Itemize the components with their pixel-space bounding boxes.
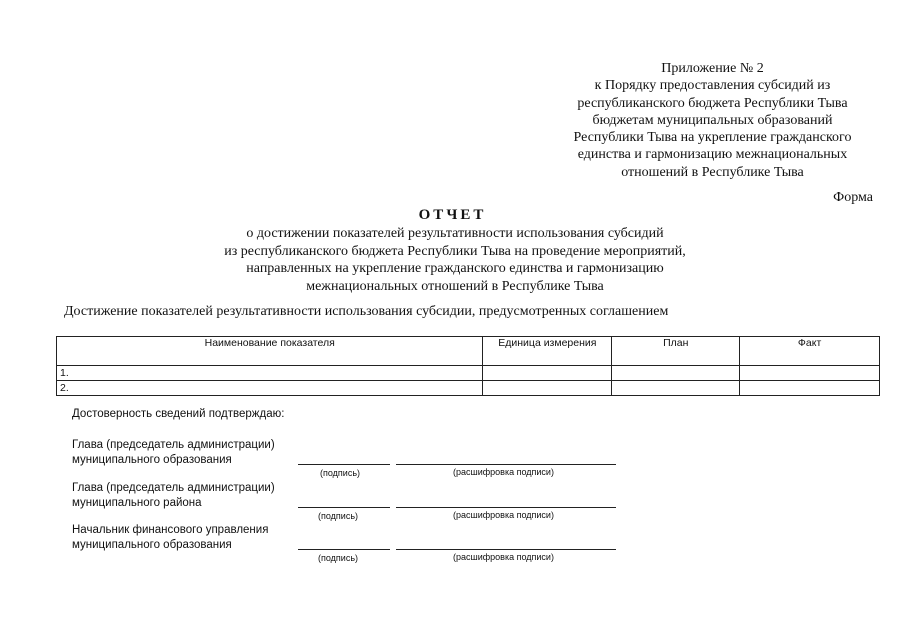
header-fact: Факт [740,337,880,366]
table-cell[interactable] [740,381,880,396]
table-header-row [57,337,880,366]
decode-line[interactable] [396,464,616,465]
decode-caption: (расшифровка подписи) [453,552,554,562]
sign-caption: (подпись) [320,468,361,478]
decode-line[interactable] [396,507,616,508]
appendix-line: Приложение № 2 [661,61,764,76]
signature-line[interactable] [298,507,390,508]
form-label: Форма [833,190,873,205]
decode-caption: (расшифровка подписи) [453,510,554,520]
signatory-line: Глава (председатель администрации) [72,482,275,494]
subtitle-line: из республиканского бюджета Республики Тыва на проведение мероприятий, [224,243,686,259]
report-title: ОТЧЕТ [418,207,487,223]
signatory-line: муниципального образования [72,453,232,466]
table-cell[interactable]: 1. [57,366,483,381]
table-row [57,381,880,396]
header-plan: План [612,337,740,366]
signatory-finance-head [72,523,268,552]
indicators-table [56,336,880,396]
signature-line[interactable] [298,549,390,550]
section-heading: Достижение показателей результативности использования субсидии, предусмотренных соглашением [64,304,669,319]
appendix-line: единства и гармонизацию межнациональных [577,147,848,163]
decode-caption: (расшифровка подписи) [453,467,554,477]
signatory-head-municipality [72,438,275,467]
table-cell[interactable] [483,366,612,381]
confirm-text: Достоверность сведений подтверждаю: [72,408,285,420]
signatory-line: муниципального образования [72,538,232,551]
signatory-line: Глава (председатель администрации) [72,439,275,451]
table-cell[interactable] [612,381,740,396]
signatory-line: Начальник финансового управления [72,524,269,536]
appendix-line: отношений в Республике Тыва [621,164,804,180]
appendix-block [540,60,885,181]
table-row [57,366,880,381]
appendix-line: бюджетам муниципальных образований [592,112,833,128]
appendix-line: Республики Тыва на укрепление гражданского [573,130,852,146]
header-unit: Единица измерения [483,337,612,366]
subtitle-line: о достижении показателей результативности использования субсидий [246,226,664,241]
sign-caption: (подпись) [318,511,359,521]
report-subtitle [160,225,750,295]
appendix-line: республиканского бюджета Республики Тыва [577,95,848,111]
signatory-head-district [72,481,275,510]
table-cell[interactable] [740,366,880,381]
subtitle-line: межнациональных отношений в Республике Тыва [306,278,604,294]
decode-line[interactable] [396,549,616,550]
header-indicator-name: Наименование показателя [57,337,483,366]
table-cell[interactable] [612,366,740,381]
table-cell[interactable]: 2. [57,381,483,396]
subtitle-line: направленных на укрепление гражданского единства и гармонизацию [246,261,664,276]
appendix-line: к Порядку предоставления субсидий из [594,78,831,94]
signature-line[interactable] [298,464,390,465]
table-cell[interactable] [483,381,612,396]
signatory-line: муниципального района [72,496,202,509]
sign-caption: (подпись) [318,553,359,563]
